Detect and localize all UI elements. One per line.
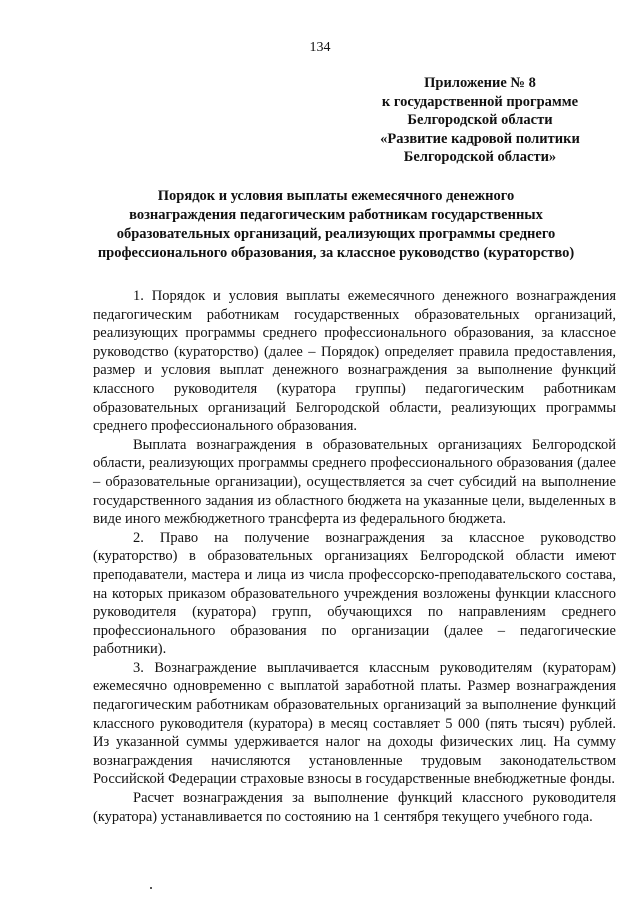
body-paragraph: 3. Вознаграждение выплачивается классным руководителям (кураторам) ежемесячно одновременно с выплатой заработной платы. Размер вознаграждения педагогическим работникам образовательных организаций за выполнение функций классного руководителя (куратора) в месяц составляет 5 000 (пять тысяч) рублей. Из указанной суммы удерживается налог на доходы физических лиц. На сумму вознаграждения начисляются установленные трудовым законодательством Российской Федерации страховые взносы в государственные внебюджетные фонды.	[93, 659, 616, 788]
appendix-line: к государственной программе	[381, 93, 579, 110]
title-line: профессионального образования, за классное руководство (кураторство)	[97, 245, 575, 261]
document-title	[88, 187, 584, 263]
appendix-header	[360, 74, 600, 167]
body-paragraph: 2. Право на получение вознаграждения за классное руководство (кураторство) в образовательных организациях Белгородской области имеют преподаватели, мастера и лица из числа профессорско-преподавательского состава, на которых приказом образовательного учреждения возложены функции классного руководителя (куратора) групп, обучающихся по направлениям среднего профессионального образования по организации (далее – педагогические работники).	[93, 529, 616, 658]
appendix-line: Приложение № 8	[424, 75, 536, 91]
page-number: 134	[309, 40, 331, 55]
title-line: Порядок и условия выплаты ежемесячного денежного	[157, 188, 515, 204]
body-paragraph: 1. Порядок и условия выплаты ежемесячного денежного вознаграждения педагогическим работникам государственных образовательных организаций, реализующих программы среднего профессионального образования, за классное руководство (кураторство) (далее – Порядок) определяет правила предоставления, размер и условия выплат денежного вознаграждения за выполнение функций классного руководителя (куратора группы) педагогическим работникам образовательных организаций Белгородской области, реализующих программы среднего профессионального образования.	[93, 288, 616, 435]
appendix-line: Белгородской области»	[403, 149, 557, 165]
appendix-line: Белгородской области	[407, 112, 553, 128]
title-line: образовательных организаций, реализующих программы среднего	[116, 226, 556, 242]
body-paragraph: Выплата вознаграждения в образовательных организациях Белгородской области, реализующих программы среднего профессионального образования (далее – образовательные организации), осуществляется за счет субсидий на выполнение государственного задания из областного бюджета на указанные цели, выделенных в виде иного межбюджетного трансферта из федерального бюджета.	[93, 436, 616, 528]
appendix-line: «Развитие кадровой политики	[380, 130, 580, 147]
scan-speck	[150, 887, 152, 889]
title-line: вознаграждения педагогическим работникам государственных	[129, 207, 543, 223]
body-paragraph: Расчет вознаграждения за выполнение функций классного руководителя (куратора) устанавливается по состоянию на 1 сентября текущего учебного года.	[93, 790, 616, 825]
document-body	[93, 287, 616, 826]
